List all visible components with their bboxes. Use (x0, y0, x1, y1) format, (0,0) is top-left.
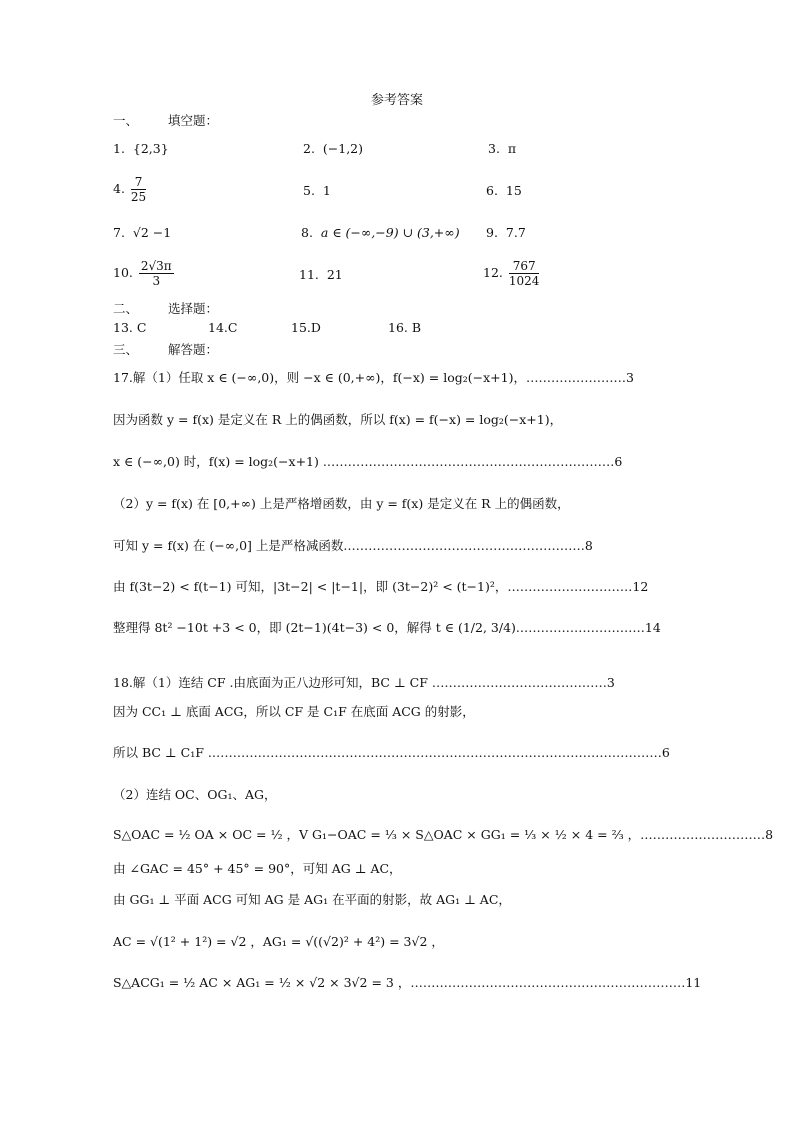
fill-answer-4: 4. $\frac{7}{25}$ (113, 175, 147, 204)
fill-answer-9: 9. 7.7 (486, 225, 526, 240)
fill-answer-2: 2. (−1,2) (303, 141, 363, 156)
section-fill-heading (113, 113, 218, 129)
fill-answer-11: 11. 21 (299, 267, 343, 282)
q18-line-1: 18.解（1）连结 CF .由底面为正八边形可知，BC ⊥ CF ……………………………………3 (113, 675, 615, 690)
q18-line-2: 因为 CC₁ ⊥ 底面 ACG，所以 CF 是 C₁F 在底面 ACG 的射影， (113, 704, 475, 719)
fraction: $\frac{2√3\pi}{3}$ (140, 259, 172, 288)
q17-line-4: （2）y = f(x) 在 [0,+∞) 上是严格增函数，由 y = f(x) 是定义在 R 上的偶函数， (113, 496, 570, 511)
answer-value: 21 (326, 267, 343, 282)
fill-answer-7: 7. √2 −1 (113, 225, 172, 240)
q18-line-3: 所以 BC ⊥ C₁F .………………………………………………………………………………………………6 (113, 745, 670, 760)
section-choice-heading (113, 301, 218, 317)
section-label: 填空题： (168, 113, 219, 128)
fill-answer-12: 12. $\frac{767}{1024}$ (483, 259, 540, 288)
section-number: 三、 (113, 342, 139, 357)
page-title: 参考答案 (370, 93, 423, 108)
choice-answer-16: 16. B (388, 320, 422, 335)
choice-answer-13: 13. C (113, 320, 147, 335)
fill-answer-1: 1. {2,3} (113, 141, 169, 156)
q17-line-1: 17.解（1）任取 x ∈ (−∞,0)，则 −x ∈ (0,+∞)，f(−x) = log₂(−x+1)，……………………3 (113, 370, 634, 385)
answer-value: {2,3} (132, 141, 169, 156)
q17-line-7: 整理得 8t² −10t +3 < 0，即 (2t−1)(4t−3) < 0，解得 t ∈ (1/2, 3/4).…………………………14 (113, 620, 661, 635)
answer-value: 1 (322, 183, 331, 198)
answer-value: √2 −1 (132, 225, 172, 240)
q17-line-3: x ∈ (−∞,0) 时，f(x) = log₂(−x+1) .……………………………………………………………6 (113, 454, 623, 469)
q18-line-5: S△OAC = ½ OA × OC = ½ ，V G₁−OAC = ⅓ × S△OAC × GG₁ = ⅓ × ½ × 4 = ⅔ ，…………………………8 (113, 827, 774, 842)
answer-value: 15 (505, 183, 522, 198)
fill-answer-3: 3. π (488, 141, 517, 156)
q18-line-9: S△ACG₁ = ½ AC × AG₁ = ½ × √2 × 3√2 = 3 ，…………………………………………………………11 (113, 975, 702, 990)
fill-answer-8: 8. a ∈ (−∞,−9) ∪ (3,+∞) (301, 225, 460, 240)
q18-line-7: 由 GG₁ ⊥ 平面 ACG 可知 AG 是 AG₁ 在平面的射影，故 AG₁ ⊥ AC， (113, 892, 511, 907)
answer-value: (−1,2) (322, 141, 363, 156)
fill-answer-6: 6. 15 (486, 183, 522, 198)
answer-value: 7.7 (505, 225, 526, 240)
choice-answer-14: 14.C (208, 320, 238, 335)
section-label: 选择题： (168, 301, 219, 316)
fraction: $\frac{7}{25}$ (130, 175, 147, 204)
q17-line-2: 因为函数 y = f(x) 是定义在 R 上的偶函数，所以 f(x) = f(−x) = log₂(−x+1)， (113, 412, 563, 427)
section-number: 一、 (113, 113, 139, 128)
q18-line-6: 由 ∠GAC = 45° + 45° = 90°，可知 AG ⊥ AC， (113, 861, 402, 876)
fill-answer-10: 10. $\frac{2√3\pi}{3}$ (113, 259, 172, 288)
answer-value: π (507, 141, 517, 156)
section-solve-heading (113, 342, 218, 358)
q18-line-4: （2）连结 OC、OG₁、AG， (113, 787, 277, 802)
section-label: 解答题： (168, 342, 219, 357)
answer-value: a ∈ (−∞,−9) ∪ (3,+∞) (320, 225, 460, 240)
q17-line-6: 由 f(3t−2) < f(t−1) 可知，|3t−2| < |t−1|，即 (3t−2)² < (t−1)²，…………………………12 (113, 579, 649, 594)
fill-answer-5: 5. 1 (303, 183, 331, 198)
q18-line-8: AC = √(1² + 1²) = √2 ，AG₁ = √((√2)² + 4²) = 3√2 ， (113, 934, 444, 949)
choice-answer-15: 15.D (291, 320, 321, 335)
section-number: 二、 (113, 301, 139, 316)
q17-line-5: 可知 y = f(x) 在 (−∞,0] 上是严格减函数.…………………………………………………8 (113, 538, 593, 553)
fraction: $\frac{767}{1024}$ (508, 259, 540, 288)
